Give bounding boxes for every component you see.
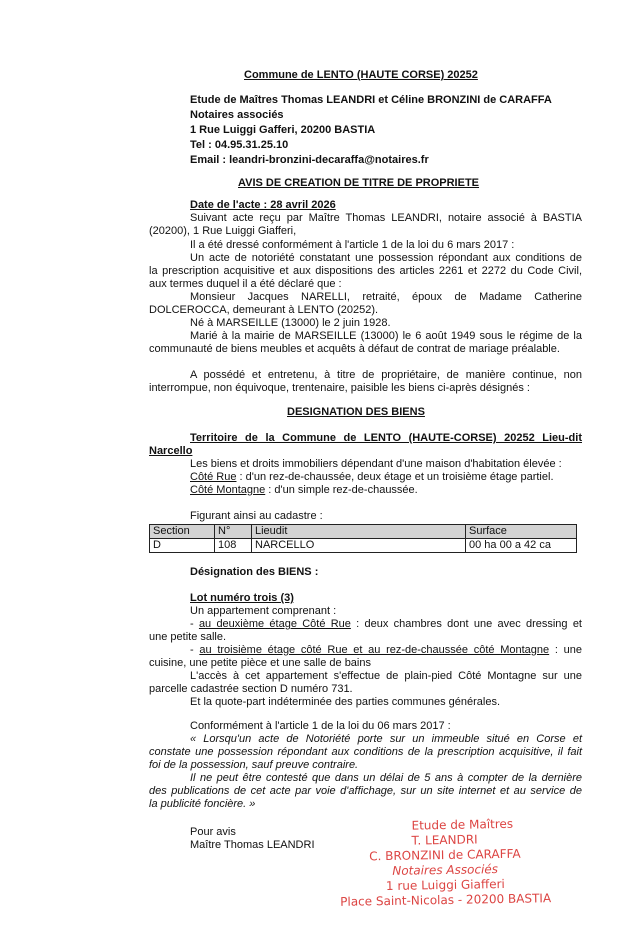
table-cell: 00 ha 00 a 42 ca <box>466 539 577 553</box>
law-quote: la publicité foncière. » <box>149 798 256 810</box>
acte-date: Date de l'acte : 28 avril 2026 <box>190 199 336 211</box>
intro-line: DOLCEROCCA, demeurant à LENTO (20252). <box>149 304 379 316</box>
intro-line: Monsieur Jacques NARELLI, retraité, époux de Madame Catherine <box>190 291 582 303</box>
lot-heading: Désignation des BIENS : <box>190 566 319 578</box>
cote-rue-label: Côté Rue <box>190 471 237 483</box>
intro-line: Né à MARSEILLE (13000) le 2 juin 1928. <box>190 317 391 329</box>
cote-rue-line <box>190 471 554 484</box>
table-row <box>150 539 577 553</box>
law-quote: constate une possession répondant aux conditions de la prescription acquisitive, il fait <box>149 746 582 758</box>
stamp-line: 1 rue Luiggi Giafferi <box>385 876 505 894</box>
lot-floor-label: au deuxième étage Côté Rue <box>198 618 351 630</box>
table-cell: D <box>150 539 215 553</box>
cote-rue-text: : d'un rez-de-chaussée, deux étage et un troisième étage partiel. <box>236 471 554 483</box>
intro-line: Suivant acte reçu par Maître Thomas LEANDRI, notaire associé à BASTIA <box>190 212 582 224</box>
lot-line: Et la quote-part indéterminée des parties communes générales. <box>190 696 501 708</box>
notaires-label: Notaires associés <box>190 109 284 121</box>
stamp-line: Notaires Associés <box>392 862 499 878</box>
cadastre-intro: Figurant ainsi au cadastre : <box>190 510 323 522</box>
law-line: Conformément à l'article 1 de la loi du 06 mars 2017 : <box>190 720 451 732</box>
law-quote: foi de la possession, sauf preuve contraire. <box>149 759 359 771</box>
lot-title: Lot numéro trois (3) <box>190 592 294 604</box>
intro-line: aux termes duquel il a été déclaré que : <box>149 278 342 290</box>
intro-line: interrompue, non équivoque, trentenaire, paisible les biens ci-après désignés : <box>149 382 530 394</box>
etude-address: 1 Rue Luiggi Gafferi, 20200 BASTIA <box>190 124 376 136</box>
etude-phone: Tel : 04.95.31.25.10 <box>190 139 289 151</box>
table-cell: 108 <box>215 539 252 553</box>
stamp-line: C. BRONZINI de CARAFFA <box>369 846 521 864</box>
lot-line: - au deuxième étage Côté Rue : deux chambres dont une avec dressing et <box>190 618 582 630</box>
intro-line: Il a été dressé conformément à l'article 1 de la loi du 6 mars 2017 : <box>190 239 515 251</box>
signature-line: Pour avis <box>190 826 236 838</box>
designation-heading: DESIGNATION DES BIENS <box>287 406 425 418</box>
lieu-dit: Narcello <box>149 445 193 457</box>
cote-montagne-label: Côté Montagne <box>190 484 266 496</box>
law-quote: « Lorsqu'un acte de Notoriété porte sur un immeuble situé en Corse et <box>190 733 582 745</box>
law-quote: des publications de cet acte par voie d'affichage, sur un site internet et au service de <box>149 785 582 797</box>
lot-line: Un appartement comprenant : <box>190 605 337 617</box>
etude-email: Email : leandri-bronzini-decaraffa@notaires.fr <box>190 154 429 166</box>
territory-line: Territoire de la Commune de LENTO (HAUTE-CORSE) 20252 Lieu-dit <box>190 432 582 444</box>
intro-line: (20200), 1 Rue Luiggi Giafferi, <box>149 225 297 237</box>
designation-desc: Les biens et droits immobiliers dépendant d'une maison d'habitation élevée : <box>190 458 562 470</box>
intro-line: A possédé et entretenu, à titre de propriétaire, de manière continue, non <box>190 369 582 381</box>
lot-line: cuisine, une petite pièce et une salle de bains <box>149 657 371 669</box>
etude-name: Etude de Maîtres Thomas LEANDRI et Céline BRONZINI de CARAFFA <box>190 94 552 106</box>
table-header-cell: Surface <box>466 525 577 539</box>
table-header-cell: Lieudit <box>252 525 466 539</box>
commune-heading: Commune de LENTO (HAUTE CORSE) 20252 <box>244 69 478 81</box>
intro-line: communauté de biens meubles et acquêts à défaut de contrat de mariage préalable. <box>149 343 560 355</box>
intro-line: Un acte de notoriété constatant une possession répondant aux conditions de <box>190 252 582 264</box>
table-header-cell: Section <box>150 525 215 539</box>
law-quote: Il ne peut être contesté que dans un délai de 5 ans à compter de la dernière <box>190 772 582 784</box>
notary-stamp <box>329 816 561 910</box>
signature-name: Maître Thomas LEANDRI <box>190 839 315 851</box>
table-cell: NARCELLO <box>252 539 466 553</box>
stamp-line: Place Saint-Nicolas - 20200 BASTIA <box>340 891 552 909</box>
stamp-line: Etude de Maîtres <box>411 816 514 833</box>
table-header-cell: N° <box>215 525 252 539</box>
notice-title: AVIS DE CREATION DE TITRE DE PROPRIETE <box>238 177 480 189</box>
lot-line: - au troisième étage côté Rue et au rez-de-chaussée côté Montagne : une <box>190 644 582 656</box>
lot-floor-label: au troisième étage côté Rue et au rez-de-chaussée côté Montagne <box>199 644 550 656</box>
cote-montagne-line <box>190 484 418 497</box>
cote-montagne-text: : d'un simple rez-de-chaussée. <box>265 484 418 496</box>
intro-line: la prescription acquisitive et aux dispositions des articles 2261 et 2272 du Code Civil, <box>149 265 582 277</box>
lot-line: parcelle cadastrée section D numéro 731. <box>149 683 353 695</box>
stamp-line: T. LEANDRI <box>411 832 478 848</box>
lot-line: une petite salle. <box>149 631 227 643</box>
table-header-row <box>150 525 577 539</box>
intro-line: Marié à la mairie de MARSEILLE (13000) le 6 août 1949 sous le régime de la <box>190 330 582 342</box>
cadastre-table <box>149 524 577 553</box>
lot-line: L'accès à cet appartement s'effectue de plain-pied Côté Montagne sur une <box>190 670 582 682</box>
